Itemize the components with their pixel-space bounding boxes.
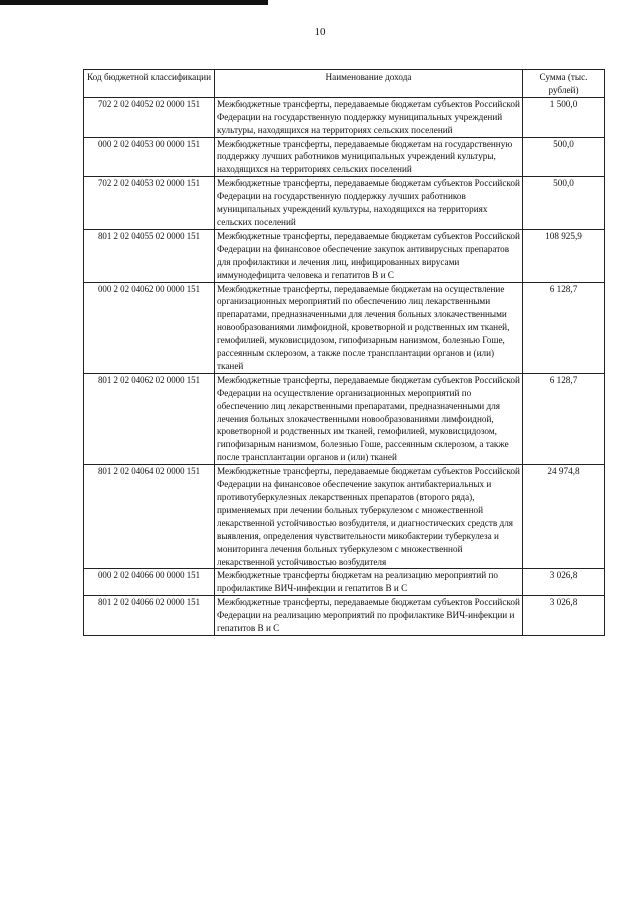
cell-amount: 108 925,9: [523, 229, 605, 282]
table-row: [84, 569, 605, 596]
cell-name: Межбюджетные трансферты, передаваемые бюджетам субъектов Российской Федерации на государственную поддержку муниципальных учреждений культуры, находящихся на территориях сельских поселений: [215, 97, 523, 137]
table-row: [84, 97, 605, 137]
table-row: [84, 137, 605, 177]
cell-code: 801 2 02 04062 02 0000 151: [84, 373, 215, 464]
cell-name: Межбюджетные трансферты бюджетам на реализацию мероприятий по профилактике ВИЧ-инфекции и гепатитов В и С: [215, 569, 523, 596]
cell-name: Межбюджетные трансферты, передаваемые бюджетам субъектов Российской Федерации на реализацию мероприятий по профилактике ВИЧ-инфекции и гепатитов В и С: [215, 596, 523, 636]
cell-name: Межбюджетные трансферты, передаваемые бюджетам субъектов Российской Федерации на государственную поддержку лучших работников муниципальных учреждений культуры, находящихся на территориях сельских поселений: [215, 177, 523, 230]
table-row: [84, 177, 605, 230]
cell-code: 000 2 02 04066 00 0000 151: [84, 569, 215, 596]
cell-code: 801 2 02 04055 02 0000 151: [84, 229, 215, 282]
cell-name: Межбюджетные трансферты, передаваемые бюджетам субъектов Российской Федерации на финансовое обеспечение закупок антивирусных препаратов для профилактики и лечения лиц, инфицированных вирусами иммунодефицита человека и гепатитов В и С: [215, 229, 523, 282]
cell-amount: 500,0: [523, 137, 605, 177]
header-name: Наименование дохода: [215, 70, 523, 98]
cell-code: 000 2 02 04062 00 0000 151: [84, 282, 215, 373]
cell-amount: 1 500,0: [523, 97, 605, 137]
table-row: [84, 465, 605, 569]
cell-amount: 6 128,7: [523, 282, 605, 373]
cell-code: 801 2 02 04064 02 0000 151: [84, 465, 215, 569]
top-rule: [0, 0, 268, 5]
cell-code: 702 2 02 04052 02 0000 151: [84, 97, 215, 137]
table-row: [84, 373, 605, 464]
header-amount: Сумма (тыс. рублей): [523, 70, 605, 98]
cell-amount: 6 128,7: [523, 373, 605, 464]
cell-amount: 24 974,8: [523, 465, 605, 569]
header-code: Код бюджетной классификации: [84, 70, 215, 98]
table-row: [84, 282, 605, 373]
cell-name: Межбюджетные трансферты, передаваемые бюджетам субъектов Российской Федерации на финансовое обеспечение закупок антибактериальных и противотуберкулезных лекарственных препаратов (второго ряда), применяемых при лечении больных туберкулезом с множественной лекарственной устойчивостью возбудителя, и диагностических средств для выявления, определения чувствительности микобактерии туберкулеза и мониторинга лечения больных туберкулезом с множественной лекарственной устойчивостью возбудителя: [215, 465, 523, 569]
cell-name: Межбюджетные трансферты, передаваемые бюджетам на государственную поддержку лучших работников муниципальных учреждений культуры, находящихся на территориях сельских поселений: [215, 137, 523, 177]
cell-code: 702 2 02 04053 02 0000 151: [84, 177, 215, 230]
table-header-row: [84, 70, 605, 98]
cell-name: Межбюджетные трансферты, передаваемые бюджетам на осуществление организационных мероприятий по обеспечению лиц лекарственными препаратами, предназначенными для лечения больных злокачественными новообразованиями лимфоидной, кроветворной и родственных им тканей, гемофилией, муковисцидозом, гипофизарным нанизмом, болезнью Гоше, рассеянным склерозом, а также после трансплантации органов и (или) тканей: [215, 282, 523, 373]
cell-amount: 500,0: [523, 177, 605, 230]
cell-code: 801 2 02 04066 02 0000 151: [84, 596, 215, 636]
revenue-table: [83, 69, 605, 636]
cell-amount: 3 026,8: [523, 569, 605, 596]
cell-amount: 3 026,8: [523, 596, 605, 636]
page-number: 10: [314, 26, 326, 38]
table-row: [84, 229, 605, 282]
cell-name: Межбюджетные трансферты, передаваемые бюджетам субъектов Российской Федерации на осуществление организационных мероприятий по обеспечению лиц лекарственными препаратами, предназначенными для лечения больных злокачественными новообразованиями лимфоидной, кроветворной и родственных им тканей, гемофилией, муковисцидозом, гипофизарным нанизмом, болезнью Гоше, рассеянным склерозом, а также после трансплантации органов и (или) тканей: [215, 373, 523, 464]
cell-code: 000 2 02 04053 00 0000 151: [84, 137, 215, 177]
table-row: [84, 596, 605, 636]
